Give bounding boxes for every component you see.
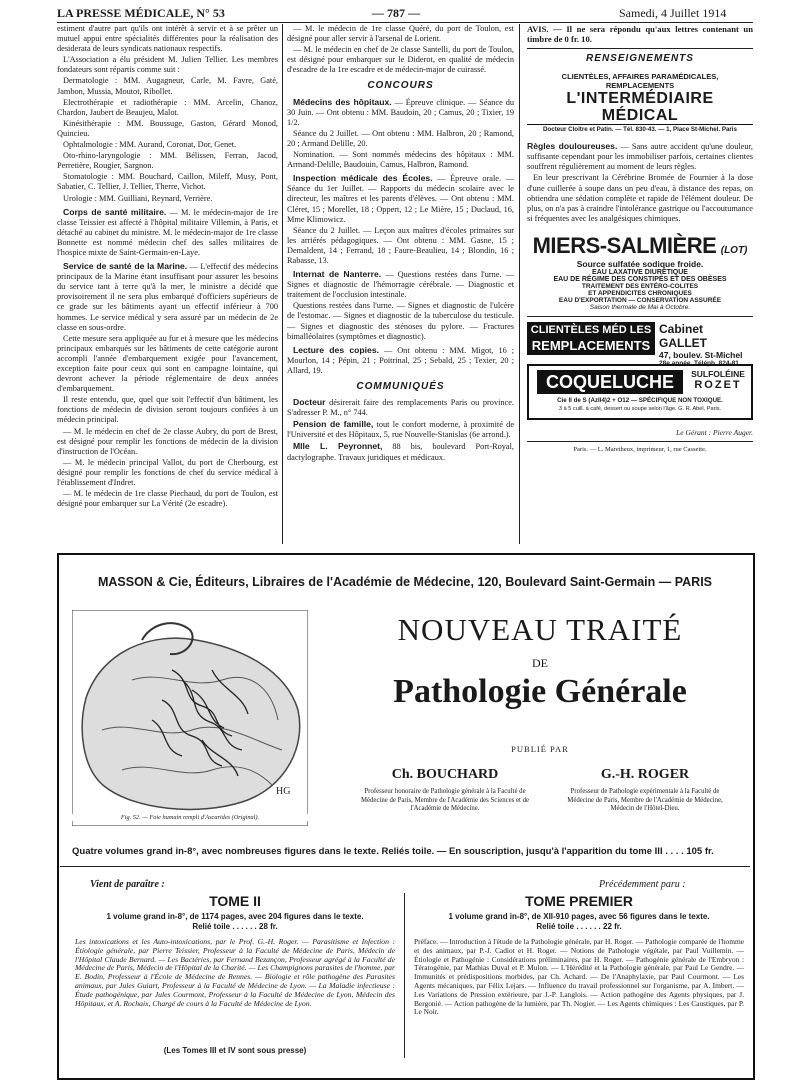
classified-title: Mlle L. Peyronnet, (293, 441, 383, 452)
column-3 (527, 24, 753, 544)
paragraph: Il reste entendu, que, quel que soit l'effectif d'un bâtiment, les fonctions de médecin de division seront toujours confiées à un médecin principal. (57, 395, 278, 425)
paragraph: L'Association a élu président M. Julien Tellier. Les membres fondateurs sont répartis comme suit : (57, 55, 278, 75)
intermediaire-address: Docteur Cloître et Patin. — Tél. 830-43. — 1, Place St-Michel. Paris (527, 124, 753, 133)
imprimeur: Paris. — L. Maretheux, imprimeur, 1, rue Cassette. (573, 445, 707, 453)
paragraph: — M. le médecin en chef de 2e classe Aubry, du port de Brest, est désigné pour remplir les fonctions de médecin de la division d'instruction de l'Océan. (57, 426, 278, 456)
regles-text: — Sans autre accident qu'une douleur, suffisante cependant pour les immobiliser parfois, certaines clientes souffrent régulièrement au moment de leurs règles. (527, 142, 753, 172)
coqueluche-title-box: COQUELUCHE (537, 370, 683, 394)
classified-docteur (287, 397, 514, 418)
tome1-description: 1 volume grand in-8°, de XII-910 pages, avec 56 figures dans le texte. (448, 912, 710, 921)
miers-title: MIERS-SALMIÈRE (532, 232, 717, 258)
news-text: — Épreuve clinique. — Séance du 30 Juin. — Ont obtenu : MM. Baudoin, 20 ; Camus, 20 ; Tixier, 19 1/2. (287, 97, 514, 127)
news-title: Médecins des hôpitaux. (293, 96, 392, 107)
paragraph: — M. le médecin principal Vallot, du port de Cherbourg, est désigné pour remplir les fonctions de chef du service médical à l'établissement d'Indret. (57, 457, 278, 488)
regles-ad (527, 141, 753, 225)
paragraph: Cette mesure sera appliquée au fur et à mesure que les médecins principaux embarqués sur les bâtiments de cette catégorie auront accompli l'année d'embarquement exigée pour l'avancement, exception faite pour ceux qui sont en campagne lointaine, qui devront achever la période réglementaire de deux années d'embarquement. (57, 333, 278, 394)
divider (527, 48, 753, 49)
gallet-left1: CLIENTÈLES MÉD LES (530, 323, 652, 336)
column-divider (282, 24, 283, 544)
paragraph: Electrothérapie et radiothérapie : MM. Arcelin, Chanoz, Chardon, Jaubert de Beaujeu, Malot. (57, 97, 278, 117)
journal-title: LA PRESSE MÉDICALE, N° 53 (57, 6, 225, 20)
classified-peyronnet (287, 441, 514, 462)
news-item-marine (57, 261, 278, 333)
issue-date: Samedi, 4 Juillet 1914 (619, 6, 727, 20)
paragraph: Questions restées dans l'urne. — Signes et diagnostic de l'ulcère de l'estomac. — Signes et diagnostic de la tuberculose du testicule. — Signes et diagnostic des sténoses du pylore. — Fractures bimalléolaires (symptômes et diagnostic). (287, 301, 514, 341)
tome2-note: (Les Tomes III et IV sont sous presse) (163, 1046, 307, 1055)
tome1-contents: Préface. — Introduction à l'étude de la Pathologie générale, par H. Roger. — Pathologie comparée de l'homme et des animaux, par P.-J. Cadiot et H. Roger. — Notions de Pathologie végétale, par Paul Vuillemin. — Étiologie et Pathogénie : Considérations préliminaires, par H. Roger. — Pathogénie générale de l'Embryon : Tératogénie, par Mathias Duval et P. Mulon. — L'Hérédité et la Pathologie générale, par Paul Le Gendre. — Immunités et prédispositions morbides, par Ch. Achard. — De l'Anaphylaxie, par Paul Courmont. — Les Agents mécaniques, par Félix Lejars. — Influence du travail professionnel sur l'organisme, par A. Imbert. — Les Variations de Pression extérieure, par J.-P. Langlois. — Action pathogène des Agents physiques, par J. Bergonié. — Action pathogène de la lumière, par Th. Nogier. — Les Agents chimiques : Les Caustiques, par P. Le Noir. (414, 938, 744, 1017)
paragraph: — M. le médecin de 1re classe Quéré, du port de Toulon, est désigné pour aller servir à l'arsenal de Lorient. (287, 24, 514, 44)
tome2-price: Relié toile . . . . . . 28 fr. (192, 922, 278, 931)
classified-text: désirerait faire des remplacements Paris ou province. S'adresser P. M., n° 744. (287, 398, 514, 418)
author-1-description: Professeur honoraire de Pathologie générale à la Faculté de Médecine de Paris, Membre de l'Académie des Sciences et de l'Académie de Médecine. (360, 788, 530, 813)
regles-paragraph (527, 141, 753, 172)
miers-line: Source sulfatée sodique froide. (576, 258, 704, 269)
coqueluche-side2: ROZET (694, 378, 742, 391)
news-text: — L'effectif des médecins principaux de la Marine étant insuffisant pour assurer les besoins du service tant à terre qu'à la mer, le ministre a décidé que provisoirement il ne sera plus embarqué d'officiers supérieurs de ce grade sur les bâtiments ayant un effectif inférieur à 700 hommes. Le service médical y sera assuré par un médecin de 2e classe en sous-ordre. (57, 262, 278, 332)
news-title: Corps de santé militaire. (63, 206, 167, 217)
news-title: Internat de Nanterre. (293, 269, 382, 280)
gallet-left2: REMPLACEMENTS (531, 337, 651, 353)
column-divider (519, 24, 520, 544)
column-2 (287, 24, 514, 544)
news-title: Lecture des copies. (293, 344, 379, 355)
author-1: Ch. BOUCHARD (391, 767, 499, 782)
news-title: Service de santé de la Marine. (63, 261, 188, 272)
paragraph: Stomatologie : MM. Bouchard, Caillon, Mileff, Musy, Pont, Sabatier, C. Tellier, J. Tellier, Therre, Vichot. (57, 172, 278, 192)
classified-text: tout le confort moderne, à proximité de l'Université et des Hôpitaux, 5, rue Nouvelle-Stanislas (6e arrond.). (287, 420, 514, 440)
vient-label: Vient de paraître : (90, 879, 165, 890)
author-2-description: Professeur de Pathologie expérimentale à la Faculté de Médecine de Paris, Membre de l'Académie de Médecine, Médecin de l'Hôtel-Dieu. (567, 788, 723, 813)
ad-title-2: Pathologie Générale (393, 673, 687, 710)
miers-line: EAU D'EXPORTATION — CONSERVATION ASSURÉE (558, 296, 722, 304)
ad-column-divider (404, 893, 405, 1058)
miers-lot: (LOT) (720, 244, 748, 256)
liver-illustration (72, 610, 308, 826)
page-number: — 787 — (372, 6, 420, 20)
paragraph: Nomination. — Sont nommés médecins des hôpitaux : MM. Armand-Delille, Baudouin, Camus, Halbron, Ramond. (287, 150, 514, 170)
coqueluche-side1: SULFOLÉINE (691, 368, 745, 379)
classified-title: Docteur (293, 397, 326, 408)
intermediaire-title: L'INTERMÉDIAIRE MÉDICAL (566, 90, 714, 125)
concours-heading: CONCOURS (367, 80, 434, 92)
miers-line: Saison thermale de Mai à Octobre. (589, 303, 691, 311)
news-text: — Ont obtenu : MM. Migot, 16 ; Mourlon, 14 ; Pépin, 21 ; Poitrinal, 25 ; Sebald, 25 ; Texier, 20 ; Allard, 19. (287, 345, 514, 375)
divider (527, 441, 753, 442)
volumes-line: Quatre volumes grand in-8°, avec nombreuses figures dans le texte. Reliés toile. — En souscription, jusqu'à l'apparition du tome III . . . . 105 fr. (72, 846, 714, 857)
renseignements-heading: RENSEIGNEMENTS (586, 53, 694, 65)
gallet-ad (527, 321, 753, 367)
paragraph: estiment d'autre part qu'ils ont intérêt à servir et à se prêter un mutuel appui entre spécialités différentes pour la réalisation des desiderata de leurs syndicats nationaux respectifs. (57, 24, 278, 54)
news-text: — Épreuve orale. — Séance du 1er Juillet. — Rapports du médecin scolaire avec le directeur, les maîtres et les parents d'élèves. — Ont obtenu : MM. Cléret, 15 ; Morellet, 18 ; Oppert, 12 ; Le Mière, 15 ; Duclaud, 16, Mme Klimowicz. (287, 174, 514, 224)
ad-divider (60, 866, 750, 867)
gallet-right1: Cabinet GALLET (659, 321, 707, 350)
paragraph: Dermatologie : MM. Augagneur, Carle, M. Favre, Gaté, Jambon, Mussia, Moutot, Ribollet. (57, 76, 278, 96)
classified-text: 88 bis, boulevard Port-Royal, dactylographe. Travaux juridiques et médicaux. (287, 442, 514, 462)
precedemment-label: Précédemment paru : (599, 879, 686, 890)
figure-caption: Fig. 52. — Foie humain rempli d'Ascarides (Original). (72, 814, 308, 821)
header-rule (57, 22, 753, 23)
intermediaire-line1: CLIENTÈLES, AFFAIRES PARAMÉDICALES, REMPLACEMENTS (561, 72, 719, 91)
paragraph: Séance du 2 Juillet. — Ont obtenu : MM. Halbron, 20 ; Ramond, 20 ; Armand Delille, 20. (287, 128, 514, 148)
paragraph: — M. le médecin de 1re classe Piechaud, du port de Toulon, est désigné pour embarquer sur La Vérité (2e escadre). (57, 489, 278, 509)
tome1-price: Relié toile . . . . . . 22 fr. (536, 922, 622, 931)
paragraph: Ophtalmologie : MM. Aurand, Coronat, Dor, Genet. (63, 140, 237, 150)
paragraph: Kinésithérapie : MM. Boussuge, Gaston, Gérard Monod, Quincieu. (57, 118, 278, 138)
classified-title: Pension de famille, (293, 419, 374, 430)
classified-pension (287, 419, 514, 440)
gallet-right3: 28e année. Téléph. 824-81 (659, 359, 739, 367)
miers-ad (527, 233, 753, 311)
miers-line: EAU LAXATIVE DIURÉTIQUE (592, 268, 688, 276)
column-1 (57, 24, 278, 544)
gerant: Le Gérant : Pierre Auger. (676, 427, 753, 437)
publie-par: PUBLIÉ PAR (511, 744, 569, 754)
tome1-title: TOME PREMIER (525, 893, 633, 909)
regles-title: Règles douloureuses. (527, 141, 618, 152)
communiques-heading: COMMUNIQUÉS (356, 381, 445, 392)
news-item-nanterre (287, 269, 514, 300)
gallet-info (659, 322, 753, 367)
miers-line: EAU DE RÉGIME DES CONSTIPÉS ET DES OBÈSES (553, 275, 727, 283)
miers-line: TRAITEMENT DES ENTÉRO-COLITES (581, 282, 699, 290)
coqueluche-sub1: Cie II de S (AzII4)2 + O12 — SPÉCIFIQUE NON TOXIQUE. (557, 396, 723, 404)
news-item-ecoles (287, 173, 514, 224)
miers-line: ET APPENDICITES CHRONIQUES (588, 289, 692, 297)
news-title: Inspection médicale des Écoles. (293, 173, 433, 184)
intermediaire-ad (527, 72, 753, 133)
news-item-hopitaux (287, 97, 514, 128)
tome2-contents: Les intoxications et les Auto-intoxications, par le Prof. G.-H. Roger. — Parasitisme et Infection : Étiologie générale, par Pierre Teissier, Professeur à la Faculté de Médecine de Paris, Médecin de l'Hôpital Claude Bernard. — Les Bactéries, par Fernand Bezançon, Professeur agrégé à la Faculté de Médecine de Paris, Médecin de l'Hôpital de la Charité. — Les Champignons parasites de l'homme, par E. Bodin, Professeur à l'École de Médecine de Rennes. — Biologie et rôle pathogène des Parasites animaux, par Jules Guiart, Professeur à la Faculté de Médecine de Lyon. — La Maladie infectieuse : Étude pathogénique, par Jules Courmont, Professeur à la Faculté de Médecine de Lyon, Médecin des Hôpitaux, et A. Rochaix, Chargé de cours à la Faculté de Médecine de Lyon. (75, 938, 395, 1008)
paragraph: Séance du 2 Juillet. — Leçon aux maîtres d'écoles primaires sur les arriérés pédagogiques. — Ont obtenu : MM. Gasne, 15 ; Demaldent, 14 ; Ferrand, 18 ; Faure-Beaulieu, 14 ; Blondin, 16 ; Rabasse, 13. (287, 225, 514, 265)
news-text: — M. le médecin-major de 1re classe Teissier est affecté à l'hôpital militaire Villemin, à Paris, et détaché au cabinet du ministre. M. le médecin-major de 1re classe Bonnette est nommé médecin chef des salles militaires de l'hospice mixte de Saint-Germain-en-Laye. (57, 207, 278, 257)
ad-title-1: NOUVEAU TRAITÉ (397, 612, 683, 647)
paragraph: Urologie : MM. Guilliani, Reynard, Verrière. (63, 193, 213, 203)
paragraph: Oto-rhino-laryngologie : MM. Bélissen, Ferran, Jacod, Perretière, Rougier, Sargnon. (57, 151, 278, 171)
news-item-corps (57, 207, 278, 258)
avis-notice: AVIS. — Il ne sera répondu qu'aux lettres contenant un timbre de 0 fr. 10. (527, 24, 753, 45)
news-item-copies (287, 345, 514, 376)
ad-title-de: DE (532, 656, 548, 670)
gallet-badge (527, 322, 655, 355)
coqueluche-sub2: 3 à 5 cuill. à café, dessert ou soupe selon l'âge. G. R. Abel, Paris. (558, 405, 722, 412)
coqueluche-side (687, 369, 749, 391)
coqueluche-ad (527, 364, 753, 420)
author-2: G.-H. ROGER (600, 767, 690, 782)
regles-paragraph-2: En leur prescrivant la Cérébrine Bromée de Fournier à la dose d'une cuillerée à soupe dans un peu d'eau, à distance des repas, on obtiendra une sédation complète et rapide de l'élément douleur. De plus, on n'a pas à craindre l'intolérance gastrique ou l'accoutumance si fréquentes avec les analgésiques chimiques. (527, 173, 753, 223)
paragraph: — M. le médecin en chef de 2e classe Santelli, du port de Toulon, est désigné pour embarquer sur le Diderot, en qualité de médecin d'escadre de la 1re escadre et de médecin-major de cuirassé. (287, 45, 514, 75)
news-text: — Questions restées dans l'urne. — Signes et diagnostic de l'hémorragie cérébrale. — Diagnostic et traitement de l'occlusion intestinale. (287, 270, 514, 300)
tome2-description: 1 volume grand in-8°, de 1174 pages, avec 204 figures dans le texte. (106, 912, 364, 921)
gallet-right2: 47, boulev. St-Michel (659, 349, 743, 360)
fig-signature: HG (276, 786, 291, 797)
divider (527, 316, 753, 317)
publisher-line: MASSON & Cie, Éditeurs, Libraires de l'Académie de Médecine, 120, Boulevard Saint-Germain — PARIS (97, 575, 713, 589)
tome2-title: TOME II (209, 893, 261, 909)
